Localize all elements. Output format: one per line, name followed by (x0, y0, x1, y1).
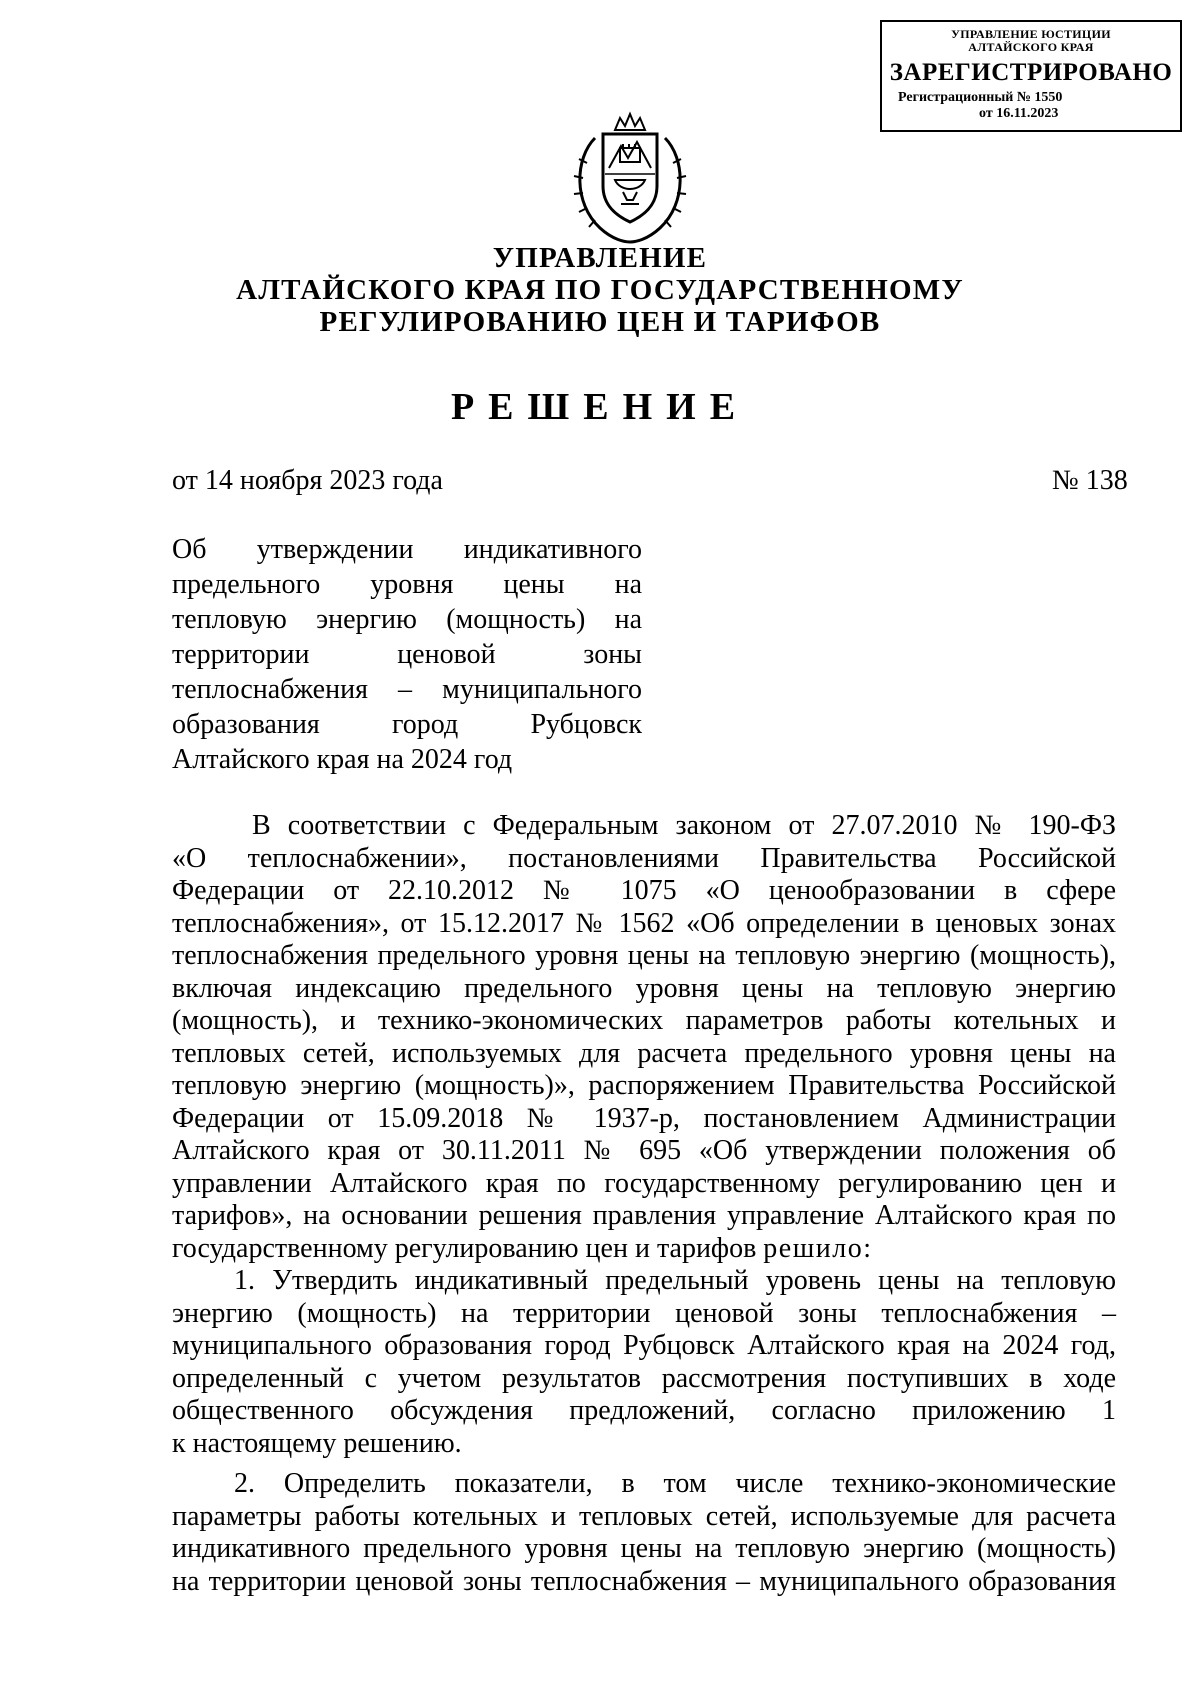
item2-line: на территории ценовой зоны теплоснабжения – муниципального образования (172, 1565, 1116, 1597)
stamp-authority-line1: УПРАВЛЕНИЕ ЮСТИЦИИ (951, 27, 1111, 41)
subject-line: образования город Рубцовск (172, 709, 642, 740)
registration-stamp (880, 20, 1182, 132)
preamble-line: управлении Алтайского края по государственному регулированию цен и (172, 1167, 1116, 1199)
preamble-line: «О теплоснабжении», постановлениями Правительства Российской (172, 842, 1116, 874)
item2-line: 2. Определить показатели, в том числе технико-экономические (234, 1468, 1116, 1499)
subject-line: предельного уровня цены на (172, 569, 642, 600)
preamble-line: государственному регулированию цен и тарифов решило: (172, 1232, 872, 1264)
document-body (172, 810, 1116, 1598)
preamble-line: включая индексацию предельного уровня цены на тепловую энергию (172, 972, 1116, 1004)
preamble-line: Федерации от 15.09.2018 № 1937-р, постановлением Администрации (172, 1102, 1116, 1134)
subject-line: теплоснабжения – муниципального (172, 674, 642, 705)
preamble-line: теплоснабжения предельного уровня цены на тепловую энергию (мощность), (172, 940, 1116, 971)
document-type-title: РЕШЕНИЕ (450, 386, 750, 428)
subject-line: Алтайского края на 2024 год (172, 744, 513, 775)
org-name-line2: АЛТАЙСКОГО КРАЯ ПО ГОСУДАРСТВЕННОМУ (236, 274, 964, 306)
item1-line: энергию (мощность) на территории ценовой зоны теплоснабжения – (172, 1297, 1116, 1329)
paragraph-gap (172, 1460, 1116, 1468)
stamp-reg-date: от 16.11.2023 (979, 106, 1059, 121)
org-name-line3: РЕГУЛИРОВАНИЮ ЦЕН И ТАРИФОВ (319, 306, 881, 338)
subject-line: Об утверждении индикативного (172, 534, 642, 565)
item1-line: к настоящему решению. (172, 1427, 462, 1459)
coat-of-arms-icon (565, 108, 695, 248)
item1-line: определенный с учетом результатов рассмотрения поступивших в ходе (172, 1362, 1116, 1394)
preamble-line: Алтайского края от 30.11.2011 № 695 «Об утверждении положения об (172, 1135, 1116, 1166)
stamp-reg-number: Регистрационный № 1550 (898, 90, 1063, 105)
subject-line: территории ценовой зоны (172, 639, 642, 670)
document-date: от 14 ноября 2023 года (172, 465, 443, 496)
preamble-line: (мощность), и технико-экономических параметров работы котельных и (172, 1005, 1116, 1036)
preamble-line: тепловых сетей, используемых для расчета предельного уровня цены на (172, 1037, 1116, 1069)
preamble-line: теплоснабжения», от 15.12.2017 № 1562 «Об определении в ценовых зонах (172, 907, 1116, 939)
resolved-word: решило (763, 1232, 864, 1264)
stamp-status: ЗАРЕГИСТРИРОВАНО (889, 59, 1173, 86)
document-number: № 138 (1052, 465, 1128, 496)
preamble-line: Федерации от 22.10.2012 № 1075 «О ценообразовании в сфере (172, 875, 1116, 906)
preamble-final-text: государственному регулированию цен и тарифов (172, 1232, 757, 1264)
subject-line: тепловую энергию (мощность) на (172, 604, 642, 635)
org-name-line1: УПРАВЛЕНИЕ (492, 242, 708, 274)
item2-line: параметры работы котельных и тепловых сетей, используемые для расчета (172, 1500, 1116, 1532)
item2-line: индикативного предельного уровня цены на тепловую энергию (мощность) (172, 1533, 1116, 1564)
preamble-line: тарифов», на основании решения правления управление Алтайского края по (172, 1200, 1116, 1231)
preamble-line: тепловую энергию (мощность)», распоряжением Правительства Российской (172, 1070, 1116, 1101)
item1-line: муниципального образования город Рубцовск Алтайского края на 2024 год, (172, 1330, 1116, 1361)
item1-line: общественного обсуждения предложений, согласно приложению 1 (172, 1395, 1116, 1426)
item1-line: 1. Утвердить индикативный предельный уровень цены на тепловую (234, 1265, 1116, 1296)
preamble-line: В соответствии с Федеральным законом от 27.07.2010 № 190-ФЗ (252, 810, 1116, 841)
stamp-authority-line2: АЛТАЙСКОГО КРАЯ (968, 40, 1094, 54)
document-subject (172, 532, 642, 777)
